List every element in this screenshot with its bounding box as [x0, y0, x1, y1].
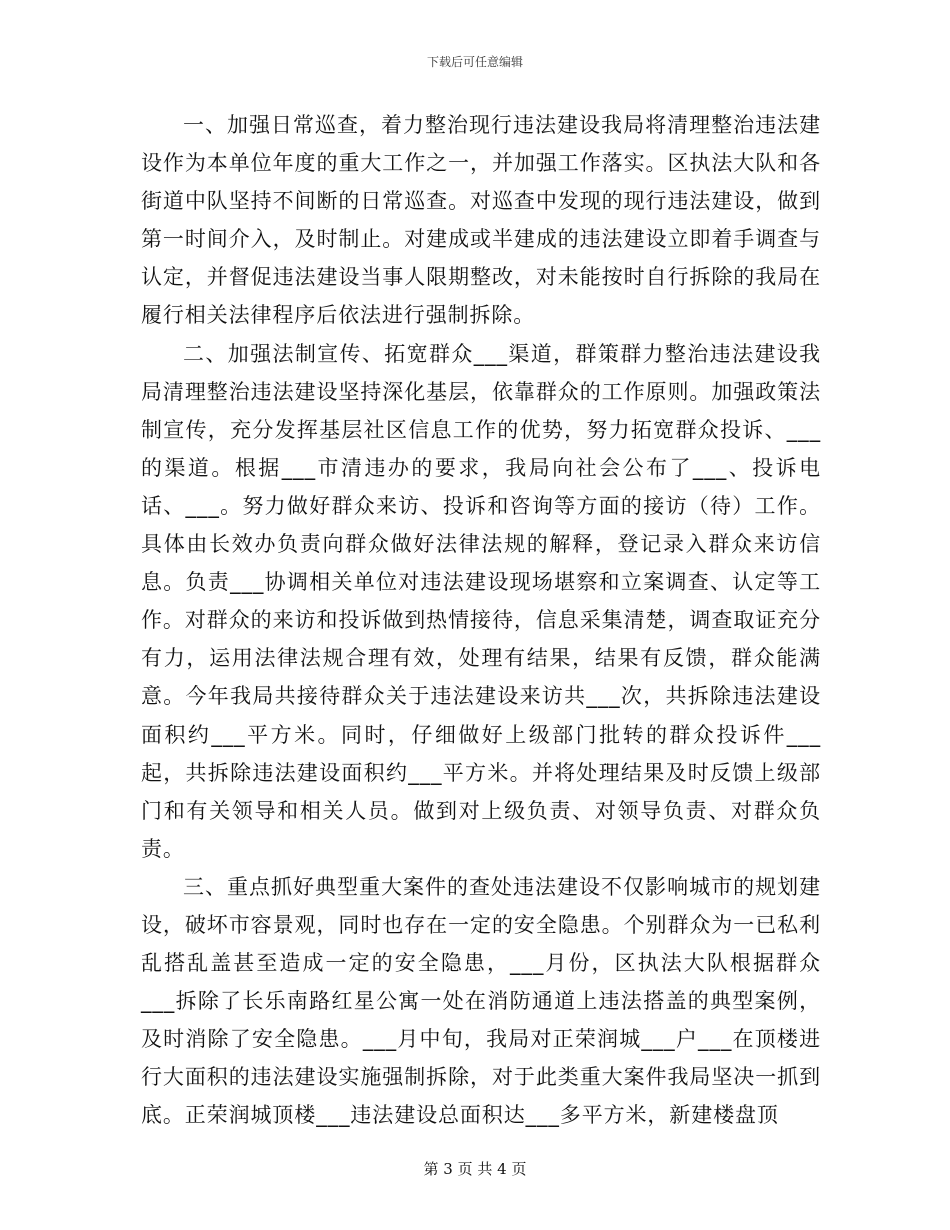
page-footer: 第 3 页 共 4 页	[423, 1160, 527, 1178]
document-body	[141, 106, 821, 1135]
page-header: 下载后可任意编辑	[426, 55, 523, 69]
paragraph-2: 二、加强法制宣传、拓宽群众___渠道，群策群力整治违法建设我局清理整治违法建设坚持深化基层，依靠群众的工作原则。加强政策法制宣传，充分发挥基层社区信息工作的优势，努力拓宽群众投诉、___的渠道。根据___市清违办的要求，我局向社会公布了___、投诉电话、___。努力做好群众来访、投诉和咨询等方面的接访（待）工作。具体由长效办负责向群众做好法律法规的解释，登记录入群众来访信息。负责___协调相关单位对违法建设现场堪察和立案调查、认定等工作。对群众的来访和投诉做到热情接待，信息采集清楚，调查取证充分有力，运用法律法规合理有效，处理有结果，结果有反馈，群众能满意。今年我局共接待群众关于违法建设来访共___次，共拆除违法建设面积约___平方米。同时，仔细做好上级部门批转的群众投诉件___起，共拆除违法建设面积约___平方米。并将处理结果及时反馈上级部门和有关领导和相关人员。做到对上级负责、对领导负责、对群众负责。	[141, 341, 821, 861]
paragraph-3: 三、重点抓好典型重大案件的查处违法建设不仅影响城市的规划建设，破坏市容景观，同时也存在一定的安全隐患。个别群众为一已私利乱搭乱盖甚至造成一定的安全隐患，___月份，区执法大队根据群众___拆除了长乐南路红星公寓一处在消防通道上违法搭盖的典型案例，及时消除了安全隐患。___月中旬，我局对正荣润城___户___在顶楼进行大面积的违法建设实施强制拆除，对于此类重大案件我局坚决一抓到底。正荣润城顶楼___违法建设总面积达___多平方米，新建楼盘顶	[141, 874, 821, 1128]
paragraph-1: 一、加强日常巡查，着力整治现行违法建设我局将清理整治违法建设作为本单位年度的重大工作之一，并加强工作落实。区执法大队和各街道中队坚持不间断的日常巡查。对巡查中发现的现行违法建设，做到第一时间介入，及时制止。对建成或半建成的违法建设立即着手调查与认定，并督促违法建设当事人限期整改，对未能按时自行拆除的我局在履行相关法律程序后依法进行强制拆除。	[141, 113, 821, 328]
